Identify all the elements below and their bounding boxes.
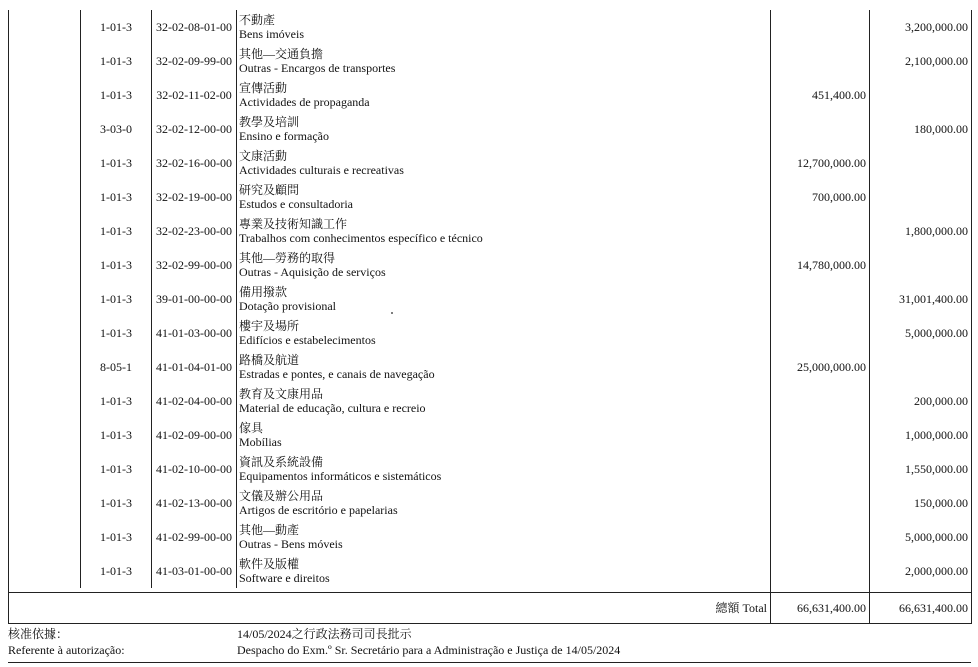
table-row bbox=[9, 112, 972, 146]
blank-cell bbox=[9, 180, 81, 214]
description-zh: 其他—動產 bbox=[239, 523, 300, 537]
description-zh: 研究及顧問 bbox=[239, 183, 300, 197]
classification-code: 1-01-3 bbox=[81, 248, 152, 282]
description-cell bbox=[237, 418, 771, 452]
description-pt: Outras - Bens móveis bbox=[239, 537, 343, 551]
total-debit: 66,631,400.00 bbox=[771, 593, 870, 624]
description-zh: 備用撥款 bbox=[239, 285, 288, 299]
description-pt: Actividades de propaganda bbox=[239, 95, 370, 109]
classification-code: 3-03-0 bbox=[81, 112, 152, 146]
debit-amount: 25,000,000.00 bbox=[771, 350, 870, 384]
debit-amount: 14,780,000.00 bbox=[771, 248, 870, 282]
table-row bbox=[9, 146, 972, 180]
classification-code: 8-05-1 bbox=[81, 350, 152, 384]
blank-cell bbox=[9, 554, 81, 588]
credit-amount: 5,000,000.00 bbox=[870, 316, 972, 350]
description-pt: Outras - Aquisição de serviços bbox=[239, 265, 386, 279]
description-zh: 文儀及辦公用品 bbox=[239, 489, 324, 503]
description-zh: 不動產 bbox=[239, 13, 276, 27]
description-pt: Ensino e formação bbox=[239, 129, 329, 143]
description-zh: 專業及技術知識工作 bbox=[239, 217, 348, 231]
debit-amount bbox=[771, 486, 870, 520]
table-row bbox=[9, 316, 972, 350]
budget-code: 41-02-10-00-00 bbox=[152, 452, 237, 486]
budget-code: 41-02-09-00-00 bbox=[152, 418, 237, 452]
blank-cell bbox=[9, 384, 81, 418]
total-credit: 66,631,400.00 bbox=[870, 593, 972, 624]
budget-code: 39-01-00-00-00 bbox=[152, 282, 237, 316]
blank-cell bbox=[9, 112, 81, 146]
credit-amount: 31,001,400.00 bbox=[870, 282, 972, 316]
budget-code: 41-03-01-00-00 bbox=[152, 554, 237, 588]
blank-cell bbox=[9, 146, 81, 180]
debit-amount: 12,700,000.00 bbox=[771, 146, 870, 180]
authorization-text-zh: 14/05/2024之行政法務司司長批示 bbox=[237, 627, 412, 641]
description-zh: 教育及文康用品 bbox=[239, 387, 324, 401]
description-pt: Bens imóveis bbox=[239, 27, 304, 41]
description-pt: Estudos e consultadoria bbox=[239, 197, 353, 211]
debit-amount: 451,400.00 bbox=[771, 78, 870, 112]
credit-amount bbox=[870, 350, 972, 384]
description-cell bbox=[237, 112, 771, 146]
description-zh: 資訊及系統設備 bbox=[239, 455, 324, 469]
description-cell bbox=[237, 316, 771, 350]
description-cell bbox=[237, 248, 771, 282]
budget-code: 32-02-09-99-00 bbox=[152, 44, 237, 78]
blank-cell bbox=[9, 452, 81, 486]
table-row bbox=[9, 44, 972, 78]
description-zh: 軟件及版權 bbox=[239, 557, 300, 571]
debit-amount bbox=[771, 418, 870, 452]
blank-cell bbox=[9, 44, 81, 78]
credit-amount: 150,000.00 bbox=[870, 486, 972, 520]
blank-cell bbox=[9, 78, 81, 112]
table-row bbox=[9, 452, 972, 486]
classification-code: 1-01-3 bbox=[81, 44, 152, 78]
classification-code: 1-01-3 bbox=[81, 78, 152, 112]
total-label: 總額 Total bbox=[9, 593, 771, 624]
description-cell bbox=[237, 146, 771, 180]
blank-cell bbox=[9, 282, 81, 316]
classification-code: 1-01-3 bbox=[81, 214, 152, 248]
blank-cell bbox=[9, 10, 81, 44]
description-pt: Artigos de escritório e papelarias bbox=[239, 503, 398, 517]
blank-cell bbox=[9, 418, 81, 452]
description-pt: Dotação provisional bbox=[239, 299, 336, 313]
description-pt: Estradas e pontes, e canais de navegação bbox=[239, 367, 435, 381]
table-row bbox=[9, 180, 972, 214]
description-pt: Material de educação, cultura e recreio bbox=[239, 401, 426, 415]
authorization-footer bbox=[8, 623, 971, 663]
table-row bbox=[9, 350, 972, 384]
credit-amount bbox=[870, 180, 972, 214]
blank-cell bbox=[9, 520, 81, 554]
authorization-label-zh: 核准依據： bbox=[8, 627, 69, 641]
description-cell bbox=[237, 554, 771, 588]
description-cell bbox=[237, 520, 771, 554]
description-pt: Mobílias bbox=[239, 435, 282, 449]
table-row bbox=[9, 78, 972, 112]
table-row bbox=[9, 10, 972, 44]
debit-amount: 700,000.00 bbox=[771, 180, 870, 214]
debit-amount bbox=[771, 44, 870, 78]
debit-amount bbox=[771, 214, 870, 248]
credit-amount: 180,000.00 bbox=[870, 112, 972, 146]
description-zh: 其他—交通負擔 bbox=[239, 47, 324, 61]
description-zh: 路橋及航道 bbox=[239, 353, 300, 367]
budget-code: 32-02-19-00-00 bbox=[152, 180, 237, 214]
budget-code: 41-01-03-00-00 bbox=[152, 316, 237, 350]
description-zh: 教學及培訓 bbox=[239, 115, 300, 129]
classification-code: 1-01-3 bbox=[81, 10, 152, 44]
debit-amount bbox=[771, 384, 870, 418]
classification-code: 1-01-3 bbox=[81, 418, 152, 452]
classification-code: 1-01-3 bbox=[81, 146, 152, 180]
blank-cell bbox=[9, 316, 81, 350]
credit-amount: 2,000,000.00 bbox=[870, 554, 972, 588]
debit-amount bbox=[771, 554, 870, 588]
classification-code: 1-01-3 bbox=[81, 452, 152, 486]
budget-code: 32-02-08-01-00 bbox=[152, 10, 237, 44]
description-zh: 宣傳活動 bbox=[239, 81, 288, 95]
table-row bbox=[9, 486, 972, 520]
credit-amount: 1,550,000.00 bbox=[870, 452, 972, 486]
classification-code: 1-01-3 bbox=[81, 520, 152, 554]
credit-amount bbox=[870, 248, 972, 282]
description-cell bbox=[237, 282, 771, 316]
total-row bbox=[9, 593, 972, 624]
description-cell bbox=[237, 180, 771, 214]
table-row bbox=[9, 384, 972, 418]
description-cell bbox=[237, 10, 771, 44]
classification-code: 1-01-3 bbox=[81, 180, 152, 214]
budget-code: 32-02-23-00-00 bbox=[152, 214, 237, 248]
description-pt: Trabalhos com conhecimentos específico e técnico bbox=[239, 231, 483, 245]
description-pt: Equipamentos informáticos e sistemáticos bbox=[239, 469, 442, 483]
description-cell bbox=[237, 214, 771, 248]
description-cell bbox=[237, 384, 771, 418]
blank-cell bbox=[9, 350, 81, 384]
classification-code: 1-01-3 bbox=[81, 316, 152, 350]
credit-amount: 2,100,000.00 bbox=[870, 44, 972, 78]
debit-amount bbox=[771, 316, 870, 350]
classification-code: 1-01-3 bbox=[81, 384, 152, 418]
budget-code: 41-02-13-00-00 bbox=[152, 486, 237, 520]
description-zh: 其他—勞務的取得 bbox=[239, 251, 336, 265]
budget-table bbox=[8, 10, 972, 624]
budget-code: 32-02-99-00-00 bbox=[152, 248, 237, 282]
blank-cell bbox=[9, 248, 81, 282]
authorization-label-pt: Referente à autorização: bbox=[8, 643, 125, 657]
blank-cell bbox=[9, 214, 81, 248]
description-cell bbox=[237, 78, 771, 112]
debit-amount bbox=[771, 452, 870, 486]
budget-code: 32-02-16-00-00 bbox=[152, 146, 237, 180]
table-row bbox=[9, 282, 972, 316]
debit-amount bbox=[771, 520, 870, 554]
credit-amount: 1,000,000.00 bbox=[870, 418, 972, 452]
blank-cell bbox=[9, 486, 81, 520]
credit-amount: 200,000.00 bbox=[870, 384, 972, 418]
budget-code: 41-02-04-00-00 bbox=[152, 384, 237, 418]
table-row bbox=[9, 418, 972, 452]
description-cell bbox=[237, 486, 771, 520]
budget-code: 32-02-11-02-00 bbox=[152, 78, 237, 112]
credit-amount bbox=[870, 78, 972, 112]
description-pt: Actividades culturais e recreativas bbox=[239, 163, 404, 177]
debit-amount bbox=[771, 10, 870, 44]
description-cell bbox=[237, 350, 771, 384]
description-cell bbox=[237, 44, 771, 78]
scan-speck bbox=[391, 312, 393, 314]
description-pt: Outras - Encargos de transportes bbox=[239, 61, 396, 75]
debit-amount bbox=[771, 112, 870, 146]
credit-amount: 3,200,000.00 bbox=[870, 10, 972, 44]
table-row bbox=[9, 214, 972, 248]
debit-amount bbox=[771, 282, 870, 316]
budget-code: 41-01-04-01-00 bbox=[152, 350, 237, 384]
description-pt: Software e direitos bbox=[239, 571, 330, 585]
table-row bbox=[9, 554, 972, 588]
authorization-text-pt: Despacho do Exm.º Sr. Secretário para a Administração e Justiça de 14/05/2024 bbox=[237, 643, 621, 657]
classification-code: 1-01-3 bbox=[81, 282, 152, 316]
classification-code: 1-01-3 bbox=[81, 554, 152, 588]
table-row bbox=[9, 520, 972, 554]
description-zh: 傢具 bbox=[239, 421, 264, 435]
description-zh: 樓宇及場所 bbox=[239, 319, 300, 333]
credit-amount: 5,000,000.00 bbox=[870, 520, 972, 554]
budget-code: 41-02-99-00-00 bbox=[152, 520, 237, 554]
credit-amount: 1,800,000.00 bbox=[870, 214, 972, 248]
credit-amount bbox=[870, 146, 972, 180]
classification-code: 1-01-3 bbox=[81, 486, 152, 520]
description-cell bbox=[237, 452, 771, 486]
budget-code: 32-02-12-00-00 bbox=[152, 112, 237, 146]
description-pt: Edifícios e estabelecimentos bbox=[239, 333, 376, 347]
description-zh: 文康活動 bbox=[239, 149, 288, 163]
table-row bbox=[9, 248, 972, 282]
